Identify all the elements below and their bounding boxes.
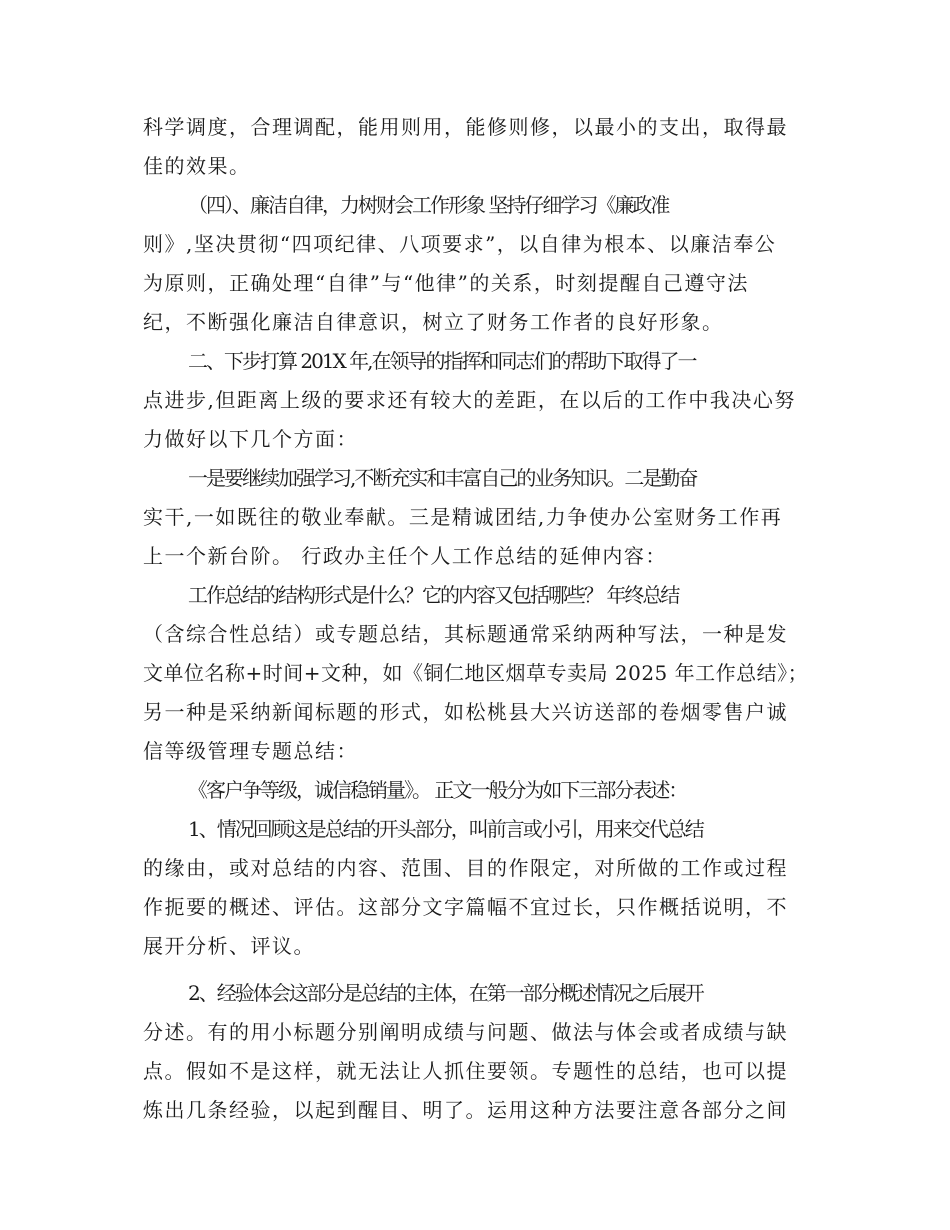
text-line: （含综合性总结）或专题总结，其标题通常采纳两种写法，一种是发 (143, 622, 788, 646)
text-line: 1、情况回顾这是总结的开头部分，叫前言或小引，用来交代总结 (188, 817, 703, 841)
text-line: 另一种是采纳新闻标题的形式，如松桃县大兴访送部的卷烟零售户诚 (143, 700, 788, 724)
text-line: 一是要继续加强学习,不断充实和丰富自己的业务知识。二是勤奋 (188, 466, 697, 490)
text-line: 《客户争等级，诚信稳销量》。 正文一般分为如下三部分表述： (188, 778, 687, 802)
document-body (143, 108, 813, 1130)
text-line: 实干,一如既往的敬业奉献。三是精诚团结,力争使办公室财务工作再 (143, 505, 783, 529)
text-line: 作扼要的概述、评估。这部分文字篇幅不宜过长，只作概括说明，不 (143, 895, 788, 919)
text-line: 2、经验体会这部分是总结的主体，在第一部分概述情况之后展开 (188, 981, 703, 1005)
text-line: 佳的效果。 (143, 154, 251, 178)
text-line: 纪，不断强化廉洁自律意识，树立了财务工作者的良好形象。 (143, 310, 724, 334)
text-line: 展开分析、评议。 (143, 934, 315, 958)
text-line: 的缘由，或对总结的内容、范围、目的作限定，对所做的工作或过程 (143, 856, 788, 880)
text-line: 上一个新台阶。 行政办主任个人工作总结的延伸内容： (143, 544, 667, 568)
text-line: 为原则，正确处理“自律”与“他律”的关系，时刻提醒自己遵守法 (143, 271, 749, 295)
text-line: 点进步,但距离上级的要求还有较大的差距，在以后的工作中我决心努 (143, 388, 796, 412)
text-line: 点。假如不是这样，就无法让人抓住要领。专题性的总结，也可以提 (143, 1059, 788, 1083)
text-line: 炼出几条经验，以起到醒目、明了。运用这种方法要注意各部分之间 (143, 1098, 788, 1122)
text-line: 则》,坚决贯彻“四项纪律、八项要求”，以自律为根本、以廉洁奉公 (143, 232, 777, 256)
text-line: 信等级管理专题总结： (143, 739, 358, 763)
text-line: 分述。有的用小标题分别阐明成绩与问题、做法与体会或者成绩与缺 (143, 1020, 788, 1044)
text-line: 文单位名称+时间+文种，如《铜仁地区烟草专卖局 2025 年工作总结》； (143, 661, 809, 685)
text-line: 科学调度，合理调配，能用则用，能修则修，以最小的支出，取得最 (143, 115, 788, 139)
text-line: 工作总结的结构形式是什么？它的内容又包括哪些？ 年终总结 (188, 583, 679, 607)
text-line: （四）、廉洁自律，力树财会工作形象 坚持仔细学习《廉政准 (188, 193, 669, 217)
text-line: 力做好以下几个方面： (143, 427, 358, 451)
text-line: 二、下步打算 201X 年,在领导的指挥和同志们的帮助下取得了一 (188, 349, 696, 373)
